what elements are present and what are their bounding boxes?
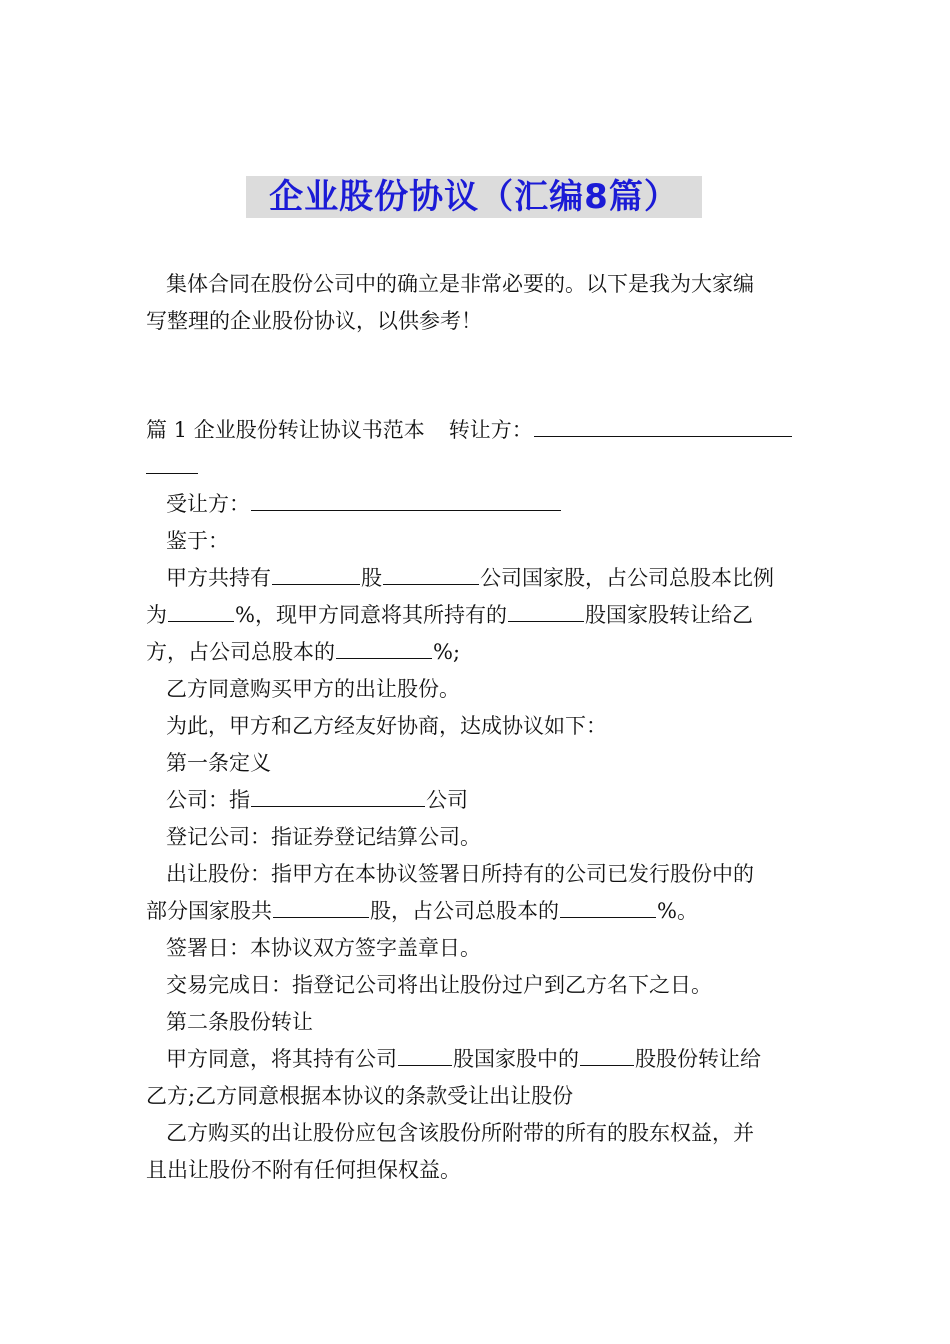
closing-definition: 交易完成日：指登记公司将出让股份过户到乙方名下之日。 <box>166 973 712 997</box>
whereas: 鉴于： <box>166 529 229 553</box>
equity-line-1: 乙方购买的出让股份应包含该股份所附带的所有的股东权益，并 <box>166 1121 754 1145</box>
transfer-blank-1 <box>398 1045 452 1066</box>
page-title: 企业股份协议（汇编8篇） <box>246 176 702 218</box>
transfer-text-b: 股国家股中的 <box>453 1047 579 1071</box>
intro-line-2: 写整理的企业股份协议，以供参考！ <box>146 309 482 333</box>
p1-line-1 <box>146 560 806 597</box>
article-1-heading: 第一条定义 <box>166 751 271 775</box>
p1-text-h: %; <box>433 640 461 664</box>
transferee-blank <box>251 490 561 511</box>
company-text-b: 公司 <box>426 788 468 812</box>
signing-definition: 签署日：本协议双方签字盖章日。 <box>166 936 481 960</box>
transferor-label: 转让方： <box>448 418 533 442</box>
p1-text-d: 为 <box>146 603 167 627</box>
p1-blank-1 <box>272 564 360 585</box>
shares-text-b: 部分国家股共 <box>146 899 272 923</box>
p1-line-2 <box>146 597 806 634</box>
p1-text-c: 公司国家股，占公司总股本比例 <box>480 566 774 590</box>
transferor-blank-cont-line <box>146 449 806 486</box>
shares-text-d: %。 <box>657 899 698 923</box>
equity-line-2: 且出让股份不附有任何担保权益。 <box>146 1158 461 1182</box>
p1-blank-4 <box>508 601 584 622</box>
transfer-line-1 <box>146 1041 806 1078</box>
section-heading-line <box>146 412 806 449</box>
p1-text-a: 甲方共持有 <box>166 566 271 590</box>
p1-text-f: 股国家股转让给乙 <box>584 603 753 627</box>
transfer-blank-2 <box>580 1045 634 1066</box>
transferor-blank-continued <box>146 453 198 474</box>
p1-text-g: 方，占公司总股本的 <box>146 640 335 664</box>
section-1 <box>146 412 806 1189</box>
article-2-heading: 第二条股份转让 <box>166 1010 313 1034</box>
p1-text-e: %，现甲方同意将其所持有的 <box>235 603 507 627</box>
shares-definition-line-2 <box>146 893 806 930</box>
shares-text-c: 股，占公司总股本的 <box>370 899 559 923</box>
transferee-label: 受让方： <box>166 492 250 516</box>
p1-line-3 <box>146 634 806 671</box>
shares-definition-line-1: 出让股份：指甲方在本协议签署日所持有的公司已发行股份中的 <box>166 862 754 886</box>
p1-blank-2 <box>383 564 479 585</box>
company-definition <box>146 782 806 819</box>
transfer-line-2: 乙方;乙方同意根据本协议的条款受让出让股份 <box>146 1084 574 1108</box>
transferee-line <box>146 486 806 523</box>
registrar-definition: 登记公司：指证券登记结算公司。 <box>166 825 481 849</box>
p1-blank-3 <box>168 601 234 622</box>
shares-blank-2 <box>560 897 656 918</box>
p1-text-b: 股 <box>361 566 382 590</box>
p3: 为此，甲方和乙方经友好协商，达成协议如下： <box>166 714 607 738</box>
company-text-a: 公司：指 <box>166 788 250 812</box>
p1-blank-5 <box>336 638 432 659</box>
intro-paragraph <box>146 266 806 340</box>
intro-line-1: 集体合同在股份公司中的确立是非常必要的。以下是我为大家编 <box>166 272 754 296</box>
company-blank <box>251 786 425 807</box>
section-heading: 篇 1 企业股份转让协议书范本 <box>146 418 425 442</box>
transfer-text-a: 甲方同意，将其持有公司 <box>166 1047 397 1071</box>
transferor-blank <box>534 416 792 437</box>
transfer-text-c: 股股份转让给 <box>635 1047 761 1071</box>
p2: 乙方同意购买甲方的出让股份。 <box>166 677 460 701</box>
shares-blank-1 <box>273 897 369 918</box>
